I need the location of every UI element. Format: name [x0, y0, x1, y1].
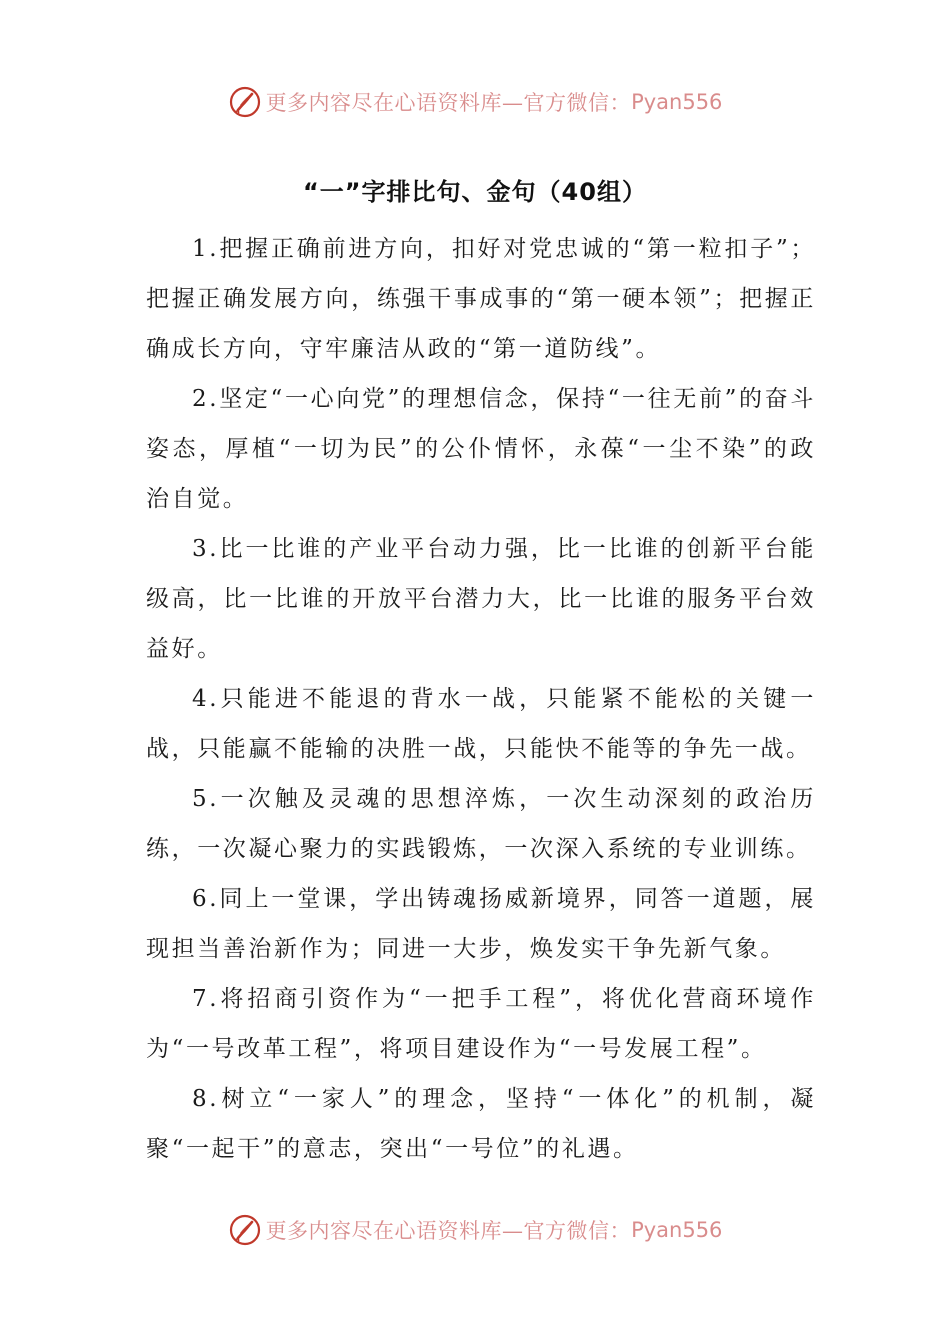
paragraph-3: 3.比一比谁的产业平台动力强，比一比谁的创新平台能级高，比一比谁的开放平台潜力大，比一比谁的服务平台效益好。	[146, 536, 816, 662]
header-banner-text: 更多内容尽在心语资料库—官方微信：	[265, 91, 632, 115]
quill-logo-icon	[228, 85, 262, 119]
paragraph-8: 8.树立“一家人”的理念，坚持“一体化”的机制，凝聚“一起干”的意志，突出“一号位”的礼遇。	[146, 1086, 816, 1162]
quill-logo-icon	[228, 1213, 262, 1247]
paragraph-2: 2.坚定“一心向党”的理想信念，保持“一往无前”的奋斗姿态，厚植“一切为民”的公仆情怀，永葆“一尘不染”的政治自觉。	[146, 386, 816, 512]
document-title: “一”字排比句、金句（40组）	[303, 178, 647, 206]
footer-banner-handle: Pyan556	[631, 1218, 723, 1242]
header-banner-handle: Pyan556	[631, 90, 723, 114]
header-banner	[0, 80, 950, 124]
paragraph-7: 7.将招商引资作为“一把手工程”，将优化营商环境作为“一号改革工程”，将项目建设作为“一号发展工程”。	[146, 986, 816, 1062]
paragraph-6: 6.同上一堂课，学出铸魂扬威新境界，同答一道题，展现担当善治新作为；同进一大步，焕发实干争先新气象。	[146, 886, 816, 962]
paragraph-4: 4.只能进不能退的背水一战，只能紧不能松的关键一战，只能赢不能输的决胜一战，只能快不能等的争先一战。	[146, 686, 816, 762]
footer-banner	[0, 1208, 950, 1252]
document-body	[146, 224, 816, 1174]
footer-banner-text: 更多内容尽在心语资料库—官方微信：	[265, 1219, 632, 1243]
paragraph-5: 5.一次触及灵魂的思想淬炼，一次生动深刻的政治历练，一次凝心聚力的实践锻炼，一次深入系统的专业训练。	[146, 786, 816, 862]
paragraph-1: 1.把握正确前进方向，扣好对党忠诚的“第一粒扣子”；把握正确发展方向，练强干事成事的“第一硬本领”；把握正确成长方向，守牢廉洁从政的“第一道防线”。	[146, 236, 816, 362]
